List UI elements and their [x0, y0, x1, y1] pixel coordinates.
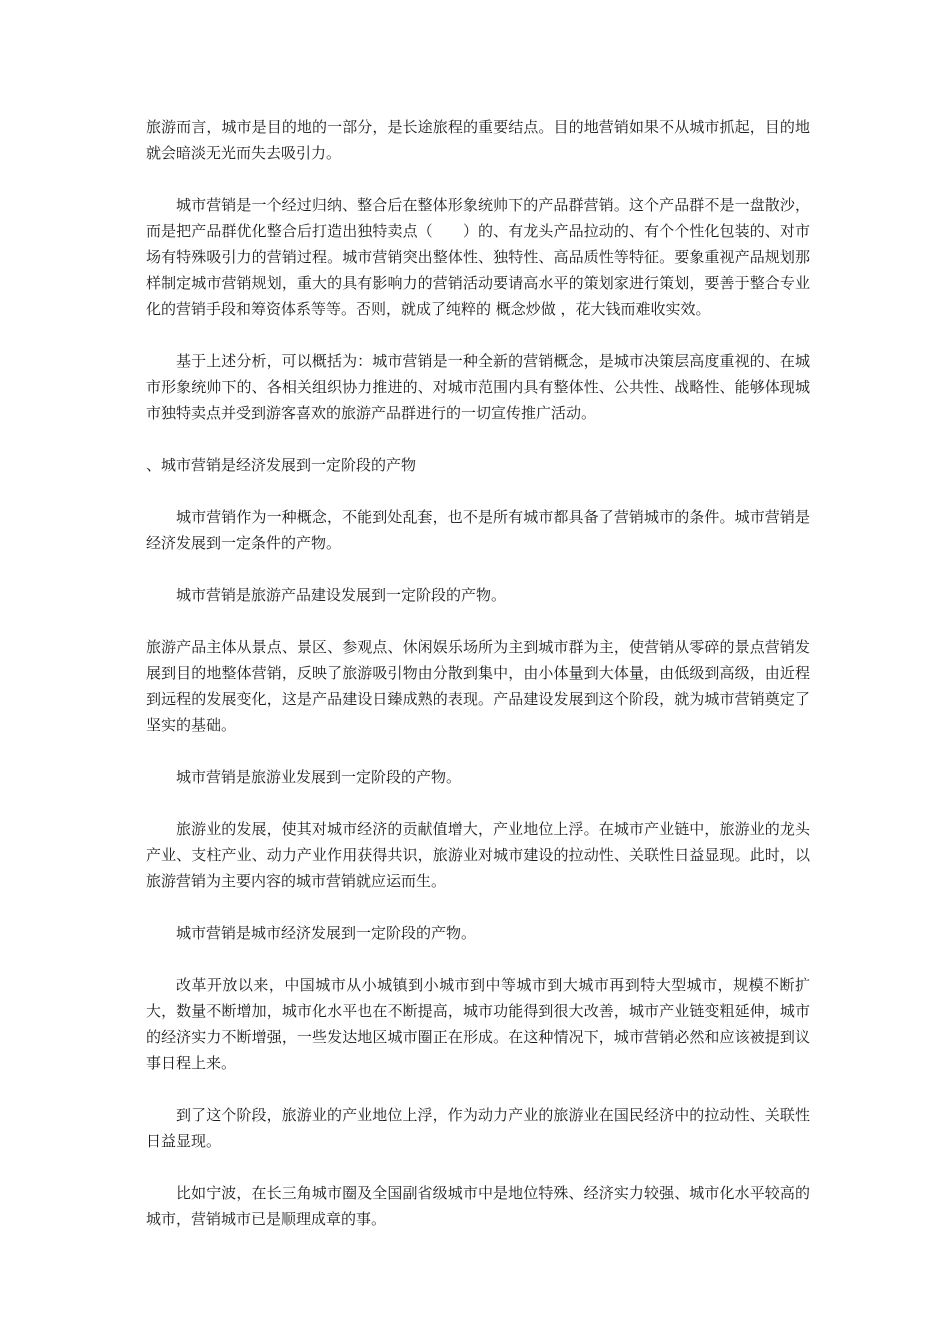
- paragraph-10: 城市营销是城市经济发展到一定阶段的产物。: [176, 924, 477, 942]
- paragraph-12: 到了这个阶段，旅游业的产业地位上浮，作为动力产业的旅游业在国民经济中的拉动性、关联性日益显现。: [146, 1106, 810, 1150]
- paragraph-9: 旅游业的发展，使其对城市经济的贡献值增大，产业地位上浮。在城市产业链中，旅游业的龙头产业、支柱产业、动力产业作用获得共识，旅游业对城市建设的拉动性、关联性日益显现。此时，以旅游营销为主要内容的城市营销就应运而生。: [146, 820, 810, 890]
- paragraph-13: 比如宁波，在长三角城市圈及全国副省级城市中是地位特殊、经济实力较强、城市化水平较高的城市，营销城市已是顺理成章的事。: [146, 1184, 810, 1228]
- paragraph-1: 旅游而言，城市是目的地的一部分，是长途旅程的重要结点。目的地营销如果不从城市抓起，目的地就会暗淡无光而失去吸引力。: [146, 118, 810, 162]
- paragraph-2: 城市营销是一个经过归纳、整合后在整体形象统帅下的产品群营销。这个产品群不是一盘散沙，而是把产品群优化整合后打造出独特卖点（ ）的、有龙头产品拉动的、有个个性化包装的、对市场有特殊吸引力的营销过程。城市营销突出整体性、独特性、高品质性等特征。要象重视产品规划那样制定城市营销规划，重大的具有影响力的营销活动要请高水平的策划家进行策划，要善于整合专业化的营销手段和筹资体系等等。否则，就成了纯粹的 概念炒做 ，花大钱而难收实效。: [146, 196, 810, 318]
- paragraph-11: 改革开放以来，中国城市从小城镇到小城市到中等城市到大城市再到特大型城市，规模不断扩大，数量不断增加，城市化水平也在不断提高，城市功能得到很大改善，城市产业链变粗延伸，城市的经济实力不断增强，一些发达地区城市圈正在形成。在这种情况下，城市营销必然和应该被提到议事日程上来。: [146, 976, 810, 1072]
- paragraph-6: 城市营销是旅游产品建设发展到一定阶段的产物。: [176, 586, 507, 604]
- section-heading: 、城市营销是经济发展到一定阶段的产物: [146, 456, 417, 474]
- paragraph-5: 城市营销作为一种概念，不能到处乱套，也不是所有城市都具备了营销城市的条件。城市营销是经济发展到一定条件的产物。: [146, 508, 810, 552]
- paragraph-3: 基于上述分析，可以概括为：城市营销是一种全新的营销概念，是城市决策层高度重视的、在城市形象统帅下的、各相关组织协力推进的、对城市范围内具有整体性、公共性、战略性、能够体现城市独特卖点并受到游客喜欢的旅游产品群进行的一切宣传推广活动。: [146, 352, 810, 422]
- paragraph-8: 城市营销是旅游业发展到一定阶段的产物。: [176, 768, 462, 786]
- document-page: [146, 114, 810, 1258]
- paragraph-7: 旅游产品主体从景点、景区、参观点、休闲娱乐场所为主到城市群为主，使营销从零碎的景点营销发展到目的地整体营销，反映了旅游吸引物由分散到集中，由小体量到大体量，由低级到高级，由近程到远程的发展变化，这是产品建设日臻成熟的表现。产品建设发展到这个阶段，就为城市营销奠定了坚实的基础。: [146, 638, 810, 734]
